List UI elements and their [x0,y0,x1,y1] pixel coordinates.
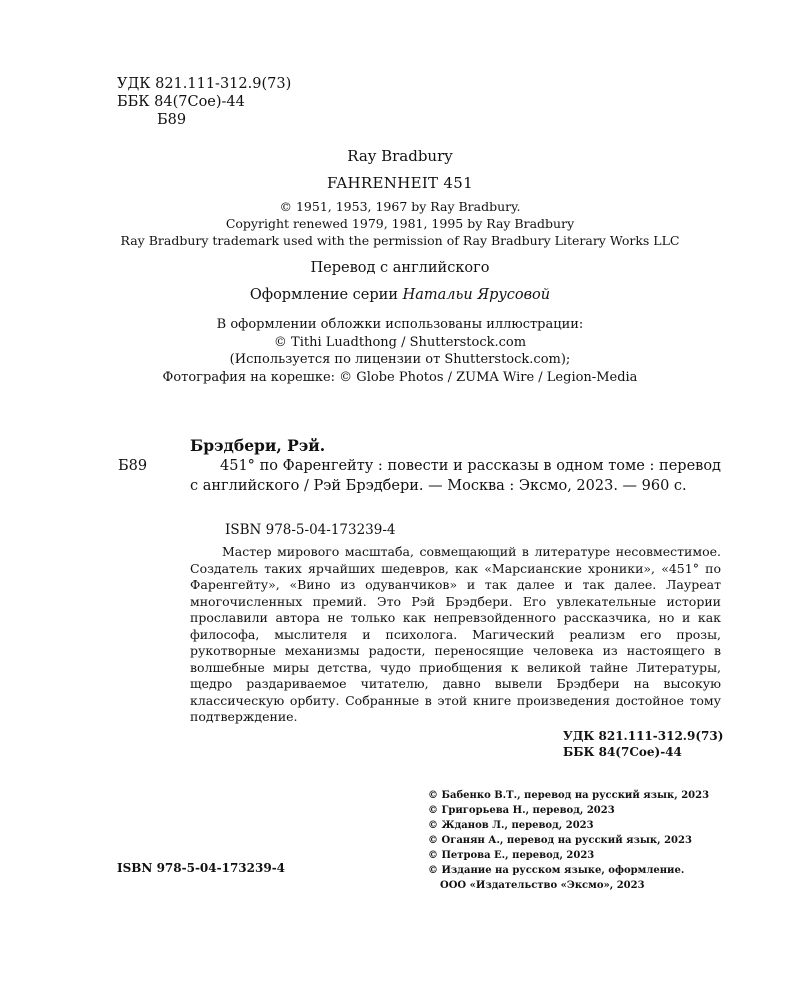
copyright-item: © Петрова Е., перевод, 2023 [428,850,595,861]
copyright-item: © Бабенко В.Т., перевод на русский язык, 2023 [428,790,710,801]
illustration-line: В оформлении обложки использованы иллюстрации: [216,317,584,332]
catalog-author-code: Б89 [118,458,148,474]
copyright-item: © Оганян А., перевод на русский язык, 2023 [428,835,692,846]
original-title: FAHRENHEIT 451 [327,174,473,192]
bbk-code: ББК 84(7Сое)-44 [117,94,245,110]
copyright-item: © Издание на русском языке, оформление. [428,865,685,876]
series-design-prefix: Оформление серии [249,287,403,303]
catalog-bbk: ББК 84(7Сое)-44 [563,745,682,759]
catalog-description: 451° по Фаренгейту : повести и рассказы в одном томе : перевод с английского / Рэй Брэдбери. — Москва : Эксмо, 2023. — 960 с. [190,458,721,494]
copyright-line: Ray Bradbury trademark used with the permission of Ray Bradbury Literary Works LLC [120,233,680,248]
illustration-line: Фотография на корешке: © Globe Photos / ZUMA Wire / Legion-Media [162,369,638,385]
copyright-line: Copyright renewed 1979, 1981, 1995 by Ray Bradbury [225,216,575,231]
copyright-item: ООО «Издательство «Эксмо», 2023 [440,880,645,891]
series-design-credit [0,287,800,303]
udk-code: УДК 821.111-312.9(73) [117,76,292,92]
copyright-line: © 1951, 1953, 1967 by Ray Bradbury. [279,199,521,214]
catalog-annotation: Мастер мирового масштаба, совмещающий в литературе несовместимое. Создатель таких ярчайших шедевров, как «Марсианские хроники», «451° по Фаренгейту», «Вино из одуванчиков» и так далее и так далее. Лауреат многочисленных премий. Это Рэй Брэдбери. Его увлекательные истории прославили автора не только как непревзойденного рассказчика, но и как философа, мыслителя и психолога. Магический реализм его прозы, рукотворные механизмы радости, переносящие человека из настоящего в волшебные миры детства, чудо приобщения к великой тайне Литературы, щедро раздариваемое читателю, давно вывели Брэдбери на высокую классическую орбиту. Собранные в этой книге произведения достойное тому подтверждение. [190,544,721,724]
copyright-item: © Григорьева Н., перевод, 2023 [428,805,615,816]
catalog-isbn: ISBN 978-5-04-173239-4 [225,522,396,538]
catalog-author-heading: Брэдбери, Рэй. [190,436,326,455]
copyright-notice [0,198,800,249]
catalog-udk: УДК 821.111-312.9(73) [563,729,724,743]
classification-block [117,75,291,129]
translation-note: Перевод с английского [310,260,490,276]
catalog-classification [563,728,723,760]
isbn-bottom: ISBN 978-5-04-173239-4 [117,861,286,875]
series-designer-name: Натальи Ярусовой [402,287,551,303]
translation-copyrights [428,788,709,893]
copyright-item: © Жданов Л., перевод, 2023 [428,820,594,831]
illustration-line: (Используется по лицензии от Shutterstock.com); [229,352,571,367]
original-author: Ray Bradbury [347,147,453,165]
illustration-line: © Tithi Luadthong / Shutterstock.com [273,334,527,350]
illustration-credits [0,316,800,386]
author-code: Б89 [157,112,187,128]
